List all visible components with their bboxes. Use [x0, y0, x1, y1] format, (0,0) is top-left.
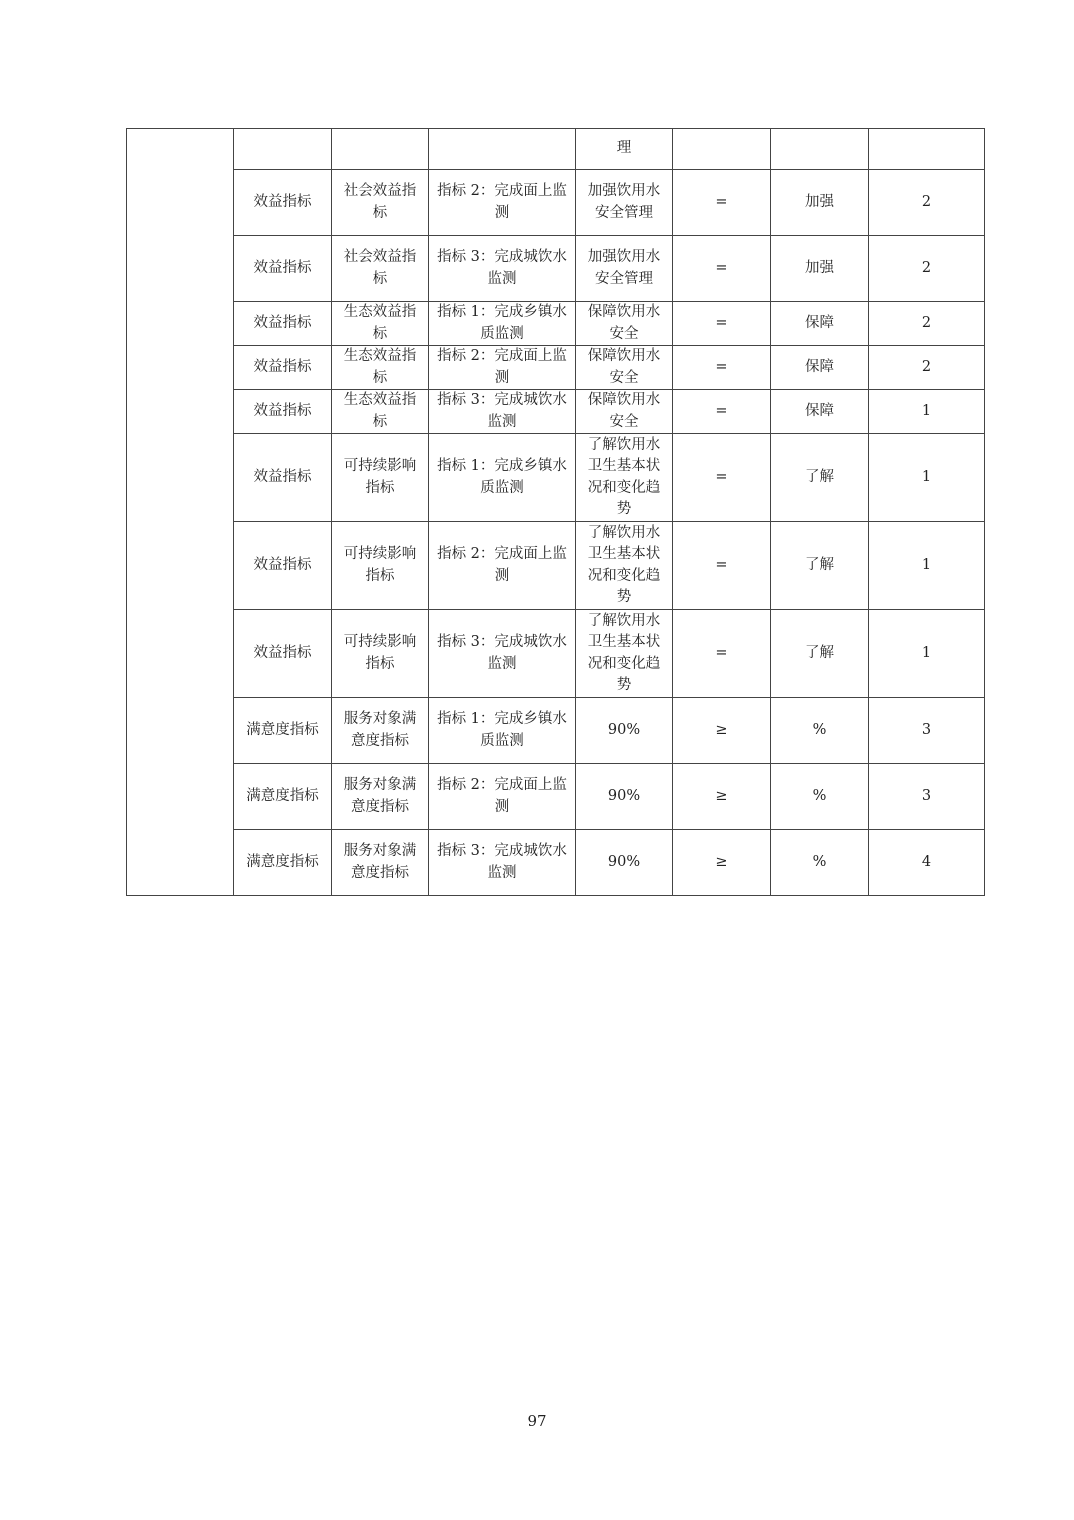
- cell-second-level: 生态效益指标: [332, 390, 429, 434]
- cell-operator: =: [673, 302, 771, 346]
- cell-unit: 保障: [771, 390, 869, 434]
- cell-operator: =: [673, 170, 771, 236]
- cell-first-level: 效益指标: [234, 610, 332, 698]
- cell-operator: =: [673, 390, 771, 434]
- cell-first-level: 效益指标: [234, 434, 332, 522]
- cell-operator: =: [673, 346, 771, 390]
- cell-third-level: 指标 3：完成城饮水监测: [429, 830, 576, 896]
- cell-first-level: [234, 129, 332, 170]
- cell-third-level: 指标 1：完成乡镇水质监测: [429, 434, 576, 522]
- cell-weight: 4: [869, 830, 985, 896]
- cell-value: 保障饮用水安全: [576, 346, 673, 390]
- cell-second-level: 可持续影响指标: [332, 610, 429, 698]
- cell-first-level: 效益指标: [234, 170, 332, 236]
- cell-second-level: [332, 129, 429, 170]
- cell-weight: 2: [869, 346, 985, 390]
- cell-weight: 1: [869, 434, 985, 522]
- cell-first-level: 效益指标: [234, 390, 332, 434]
- merged-category-cell: [127, 129, 234, 896]
- cell-value: 加强饮用水安全管理: [576, 236, 673, 302]
- cell-first-level: 效益指标: [234, 346, 332, 390]
- cell-weight: 1: [869, 522, 985, 610]
- cell-unit: [771, 129, 869, 170]
- cell-third-level: 指标 1：完成乡镇水质监测: [429, 698, 576, 764]
- cell-operator: ≥: [673, 764, 771, 830]
- cell-first-level: 效益指标: [234, 522, 332, 610]
- cell-operator: =: [673, 610, 771, 698]
- cell-value: 了解饮用水卫生基本状况和变化趋势: [576, 434, 673, 522]
- cell-value: 90%: [576, 764, 673, 830]
- cell-second-level: 服务对象满意度指标: [332, 764, 429, 830]
- cell-third-level: 指标 2：完成面上监测: [429, 346, 576, 390]
- cell-third-level: [429, 129, 576, 170]
- cell-second-level: 服务对象满意度指标: [332, 698, 429, 764]
- table-row: [127, 236, 985, 302]
- cell-operator: [673, 129, 771, 170]
- cell-first-level: 满意度指标: [234, 764, 332, 830]
- cell-third-level: 指标 1：完成乡镇水质监测: [429, 302, 576, 346]
- cell-third-level: 指标 2：完成面上监测: [429, 170, 576, 236]
- cell-weight: 1: [869, 610, 985, 698]
- cell-value: 理: [576, 129, 673, 170]
- cell-operator: =: [673, 522, 771, 610]
- cell-third-level: 指标 3：完成城饮水监测: [429, 610, 576, 698]
- cell-value: 了解饮用水卫生基本状况和变化趋势: [576, 610, 673, 698]
- cell-unit: 了解: [771, 522, 869, 610]
- cell-second-level: 服务对象满意度指标: [332, 830, 429, 896]
- cell-unit: %: [771, 830, 869, 896]
- cell-operator: =: [673, 434, 771, 522]
- table-row: [127, 764, 985, 830]
- cell-operator: =: [673, 236, 771, 302]
- cell-unit: %: [771, 698, 869, 764]
- table-row: [127, 302, 985, 346]
- table-row: [127, 434, 985, 522]
- cell-value: 保障饮用水安全: [576, 302, 673, 346]
- cell-second-level: 生态效益指标: [332, 346, 429, 390]
- cell-second-level: 可持续影响指标: [332, 522, 429, 610]
- cell-first-level: 满意度指标: [234, 698, 332, 764]
- cell-unit: 了解: [771, 434, 869, 522]
- cell-first-level: 满意度指标: [234, 830, 332, 896]
- cell-second-level: 生态效益指标: [332, 302, 429, 346]
- page-number: 97: [527, 1412, 547, 1430]
- cell-weight: 1: [869, 390, 985, 434]
- table-row: [127, 129, 985, 170]
- table-row: [127, 390, 985, 434]
- cell-unit: %: [771, 764, 869, 830]
- cell-weight: 2: [869, 302, 985, 346]
- cell-operator: ≥: [673, 698, 771, 764]
- cell-first-level: 效益指标: [234, 302, 332, 346]
- cell-weight: 2: [869, 170, 985, 236]
- cell-third-level: 指标 2：完成面上监测: [429, 764, 576, 830]
- cell-weight: 2: [869, 236, 985, 302]
- cell-second-level: 可持续影响指标: [332, 434, 429, 522]
- cell-weight: [869, 129, 985, 170]
- cell-unit: 了解: [771, 610, 869, 698]
- cell-unit: 保障: [771, 346, 869, 390]
- cell-first-level: 效益指标: [234, 236, 332, 302]
- cell-value: 了解饮用水卫生基本状况和变化趋势: [576, 522, 673, 610]
- cell-unit: 保障: [771, 302, 869, 346]
- performance-indicator-table: [126, 128, 985, 896]
- cell-operator: ≥: [673, 830, 771, 896]
- cell-third-level: 指标 2：完成面上监测: [429, 522, 576, 610]
- cell-unit: 加强: [771, 170, 869, 236]
- table-row: [127, 522, 985, 610]
- cell-weight: 3: [869, 764, 985, 830]
- cell-value: 90%: [576, 830, 673, 896]
- cell-second-level: 社会效益指标: [332, 170, 429, 236]
- table-row: [127, 830, 985, 896]
- table-row: [127, 698, 985, 764]
- table-row: [127, 170, 985, 236]
- table-row: [127, 346, 985, 390]
- cell-value: 加强饮用水安全管理: [576, 170, 673, 236]
- cell-value: 90%: [576, 698, 673, 764]
- table-body: [127, 129, 985, 896]
- cell-value: 保障饮用水安全: [576, 390, 673, 434]
- table-row: [127, 610, 985, 698]
- cell-third-level: 指标 3：完成城饮水监测: [429, 390, 576, 434]
- cell-third-level: 指标 3：完成城饮水监测: [429, 236, 576, 302]
- cell-unit: 加强: [771, 236, 869, 302]
- cell-second-level: 社会效益指标: [332, 236, 429, 302]
- cell-weight: 3: [869, 698, 985, 764]
